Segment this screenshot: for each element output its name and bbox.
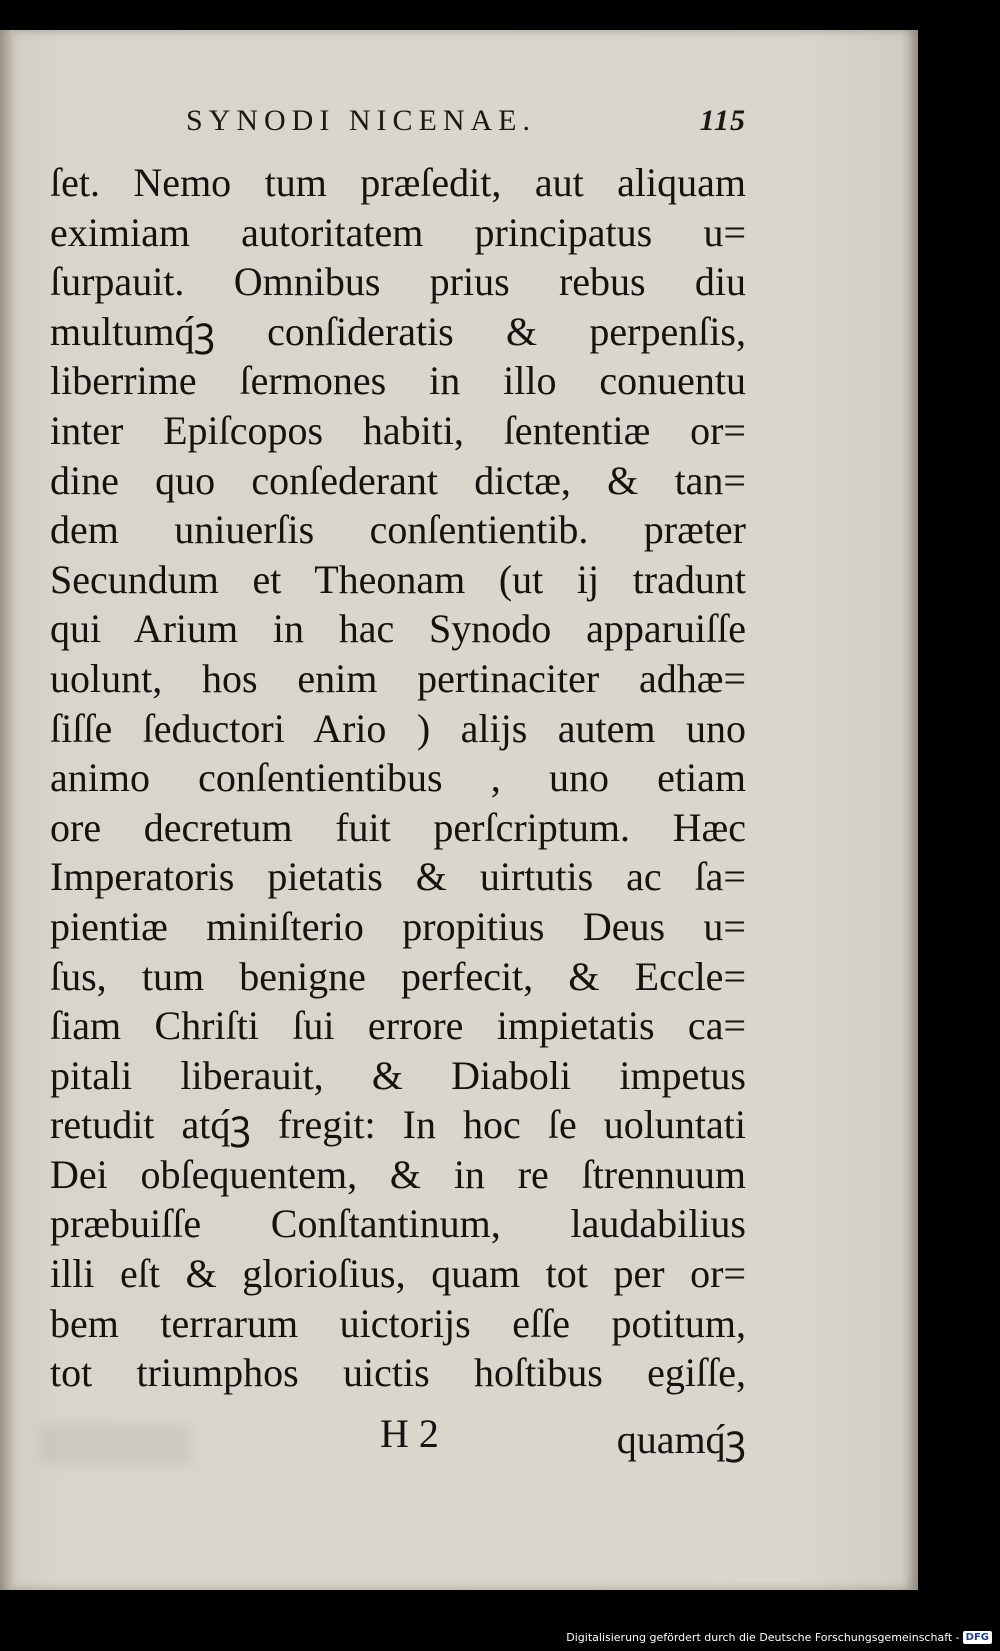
text-line: pientiæ miniſterio propitius Deus u= [50,903,746,949]
signature-mark: H 2 [380,1411,439,1456]
text-line: Dei obſequentem, & in re ſtrennuum [50,1151,746,1197]
text-line: ſus, tum benigne perfecit, & Eccle= [50,953,746,999]
running-head [186,104,746,144]
text-line: illi eſt & glorioſius, quam tot per or= [50,1251,746,1297]
text-line: inter Epiſcopos habiti, ſententiæ or= [50,407,746,453]
text-line: pitali liberauit, & Diaboli impetus [50,1052,746,1098]
text-line: multumq́ꝫ conſideratis & perpenſis, [50,308,746,354]
page-number: 115 [699,104,746,137]
text-line: animo conſentientibus , uno etiam [50,755,746,801]
text-line: Secundum et Theonam (ut ij tradunt [50,556,746,602]
running-head-title: SYNODI NICENAE. [186,104,536,137]
credit-text: Digitalisierung gefördert durch die Deutsche Forschungsgemeinschaft - [566,1630,960,1644]
text-line: dine quo conſederant dictæ, & tan= [50,457,746,503]
text-line: ſiſſe ſeductori Ario ) alijs autem uno [50,705,746,751]
text-line: ore decretum fuit perſcriptum. Hæc [50,804,746,850]
text-line: retudit atq́ꝫ fregit: In hoc ſe uoluntati [50,1102,746,1148]
text-line: ſet. Nemo tum præſedit, aut aliquam [50,160,746,205]
text-line: præbuiſſe Conſtantinum, laudabilius [50,1201,746,1247]
page-gutter-shadow [0,30,14,1590]
text-line: eximiam autoritatem principatus u= [50,209,746,255]
dfg-logo: DFG [963,1631,992,1644]
text-line: liberrime ſermones in illo conuentu [50,358,746,404]
text-line: ſurpauit. Omnibus prius rebus diu [50,259,746,305]
text-line: uolunt, hos enim pertinaciter adhæ= [50,655,746,701]
digitization-credit [566,1625,992,1649]
page-footer [50,1410,746,1460]
catchword: quamq́ꝫ [616,1417,746,1462]
text-line: Imperatoris pietatis & uirtutis ac ſa= [50,854,746,900]
text-line: tot triumphos uictis hoſtibus egiſſe, [50,1350,746,1396]
text-line: dem uniuerſis conſentientib. præter [50,507,746,553]
text-line: qui Arium in hac Synodo apparuiſſe [50,606,746,652]
book-page [0,30,918,1590]
body-text [50,158,746,1398]
text-line: ſiam Chriſti ſui errore impietatis ca= [50,1003,746,1049]
text-line: bem terrarum uictorijs eſſe potitum, [50,1300,746,1346]
